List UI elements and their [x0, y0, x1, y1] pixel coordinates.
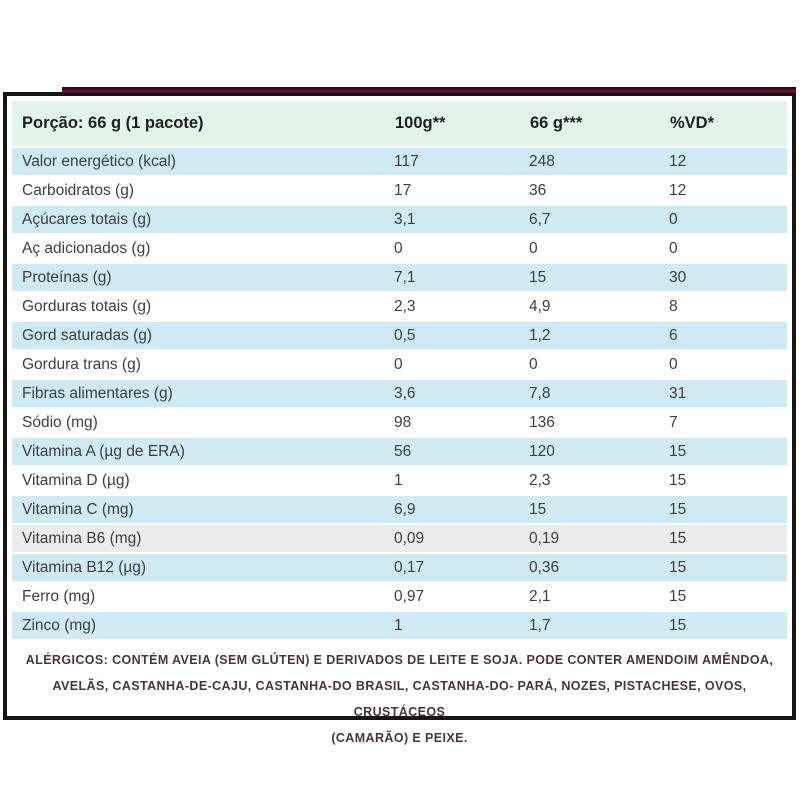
value-66g: 120	[529, 442, 555, 460]
value-100g: 3,1	[394, 210, 416, 228]
table-row	[12, 177, 787, 204]
value-100g: 0,5	[394, 326, 416, 344]
value-66g: 4,9	[529, 297, 551, 315]
value-100g: 6,9	[394, 500, 416, 518]
nutrient-label: Vitamina C (mg)	[22, 500, 134, 518]
table-row	[12, 438, 787, 465]
value-100g: 0,09	[394, 529, 425, 547]
table-row	[12, 409, 787, 436]
value-100g: 98	[394, 413, 412, 431]
nutrient-label: Gord saturadas (g)	[22, 326, 153, 344]
value-vd: 15	[669, 587, 687, 605]
nutrient-label: Proteínas (g)	[22, 268, 112, 286]
value-100g: 3,6	[394, 384, 416, 402]
column-header-66g: 66 g***	[530, 114, 583, 132]
allergen-line: AVELÃS, CASTANHA-DE-CAJU, CASTANHA-DO BRASIL, CASTANHA-DO- PARÁ, NOZES, PISTACHESE, OVOS, CRUSTÁCEOS	[52, 679, 747, 719]
value-vd: 15	[669, 558, 687, 576]
nutrient-label: Valor energético (kcal)	[22, 152, 176, 170]
value-vd: 30	[669, 268, 687, 286]
value-100g: 0	[394, 239, 403, 257]
value-66g: 136	[529, 413, 555, 431]
table-row	[12, 612, 787, 639]
table-row	[12, 322, 787, 349]
value-vd: 15	[669, 471, 687, 489]
allergen-line: ALÉRGICOS: CONTÉM AVEIA (SEM GLÚTEN) E DERIVADOS DE LEITE E SOJA. PODE CONTER AMENDOIM AMÊNDOA,	[25, 653, 774, 667]
value-100g: 0,97	[394, 587, 425, 605]
value-vd: 12	[669, 181, 687, 199]
table-row	[12, 583, 787, 610]
nutrient-label: Vitamina B12 (µg)	[22, 558, 147, 576]
nutrient-label: Açúcares totais (g)	[22, 210, 152, 228]
value-100g: 0	[394, 355, 403, 373]
nutrient-label: Vitamina A (µg de ERA)	[22, 442, 185, 460]
value-vd: 15	[669, 442, 687, 460]
value-100g: 1	[394, 471, 403, 489]
value-66g: 36	[529, 181, 547, 199]
table-row	[12, 554, 787, 581]
nutrient-label: Ferro (mg)	[22, 587, 96, 605]
value-66g: 1,7	[529, 616, 551, 634]
value-vd: 0	[669, 355, 678, 373]
nutrient-label: Gorduras totais (g)	[22, 297, 152, 315]
value-66g: 1,2	[529, 326, 551, 344]
top-accent-bar	[62, 87, 796, 94]
nutrient-label: Zinco (mg)	[22, 616, 97, 634]
nutrient-label: Aç adicionados (g)	[22, 239, 151, 257]
value-vd: 15	[669, 529, 687, 547]
value-100g: 1	[394, 616, 403, 634]
value-vd: 6	[669, 326, 678, 344]
value-vd: 7	[669, 413, 678, 431]
value-100g: 2,3	[394, 297, 416, 315]
allergen-notice	[12, 647, 787, 751]
value-66g: 0,36	[529, 558, 560, 576]
table-row	[12, 467, 787, 494]
nutrient-label: Fibras alimentares (g)	[22, 384, 173, 402]
value-66g: 0,19	[529, 529, 560, 547]
table-row	[12, 148, 787, 175]
value-66g: 248	[529, 152, 555, 170]
column-header-vd: %VD*	[670, 114, 715, 132]
value-66g: 6,7	[529, 210, 551, 228]
table-row	[12, 293, 787, 320]
value-66g: 2,3	[529, 471, 551, 489]
value-vd: 31	[669, 384, 687, 402]
table-row	[12, 525, 787, 552]
value-66g: 15	[529, 500, 547, 518]
table-row	[12, 351, 787, 378]
value-vd: 15	[669, 500, 687, 518]
table-header-row	[12, 101, 787, 146]
nutrient-label: Vitamina B6 (mg)	[22, 529, 142, 547]
value-66g: 7,8	[529, 384, 551, 402]
table-row	[12, 235, 787, 262]
value-vd: 0	[669, 210, 678, 228]
table-body	[12, 148, 787, 639]
value-100g: 17	[394, 181, 412, 199]
nutrient-label: Vitamina D (µg)	[22, 471, 130, 489]
value-66g: 2,1	[529, 587, 551, 605]
value-vd: 12	[669, 152, 687, 170]
portion-label: Porção: 66 g (1 pacote)	[22, 114, 204, 132]
table-row	[12, 264, 787, 291]
value-vd: 8	[669, 297, 678, 315]
value-100g: 0,17	[394, 558, 425, 576]
value-66g: 0	[529, 239, 538, 257]
nutrient-label: Carboidratos (g)	[22, 181, 134, 199]
nutrient-label: Gordura trans (g)	[22, 355, 141, 373]
value-66g: 0	[529, 355, 538, 373]
table-row	[12, 496, 787, 523]
value-vd: 0	[669, 239, 678, 257]
value-66g: 15	[529, 268, 547, 286]
allergen-line: (CAMARÃO) E PEIXE.	[331, 731, 468, 745]
value-100g: 7,1	[394, 268, 416, 286]
nutrition-table	[3, 92, 796, 745]
nutrient-label: Sódio (mg)	[22, 413, 98, 431]
table-row	[12, 206, 787, 233]
table-row	[12, 380, 787, 407]
column-header-100g: 100g**	[395, 114, 446, 132]
value-100g: 56	[394, 442, 412, 460]
value-100g: 117	[394, 152, 419, 170]
value-vd: 15	[669, 616, 687, 634]
